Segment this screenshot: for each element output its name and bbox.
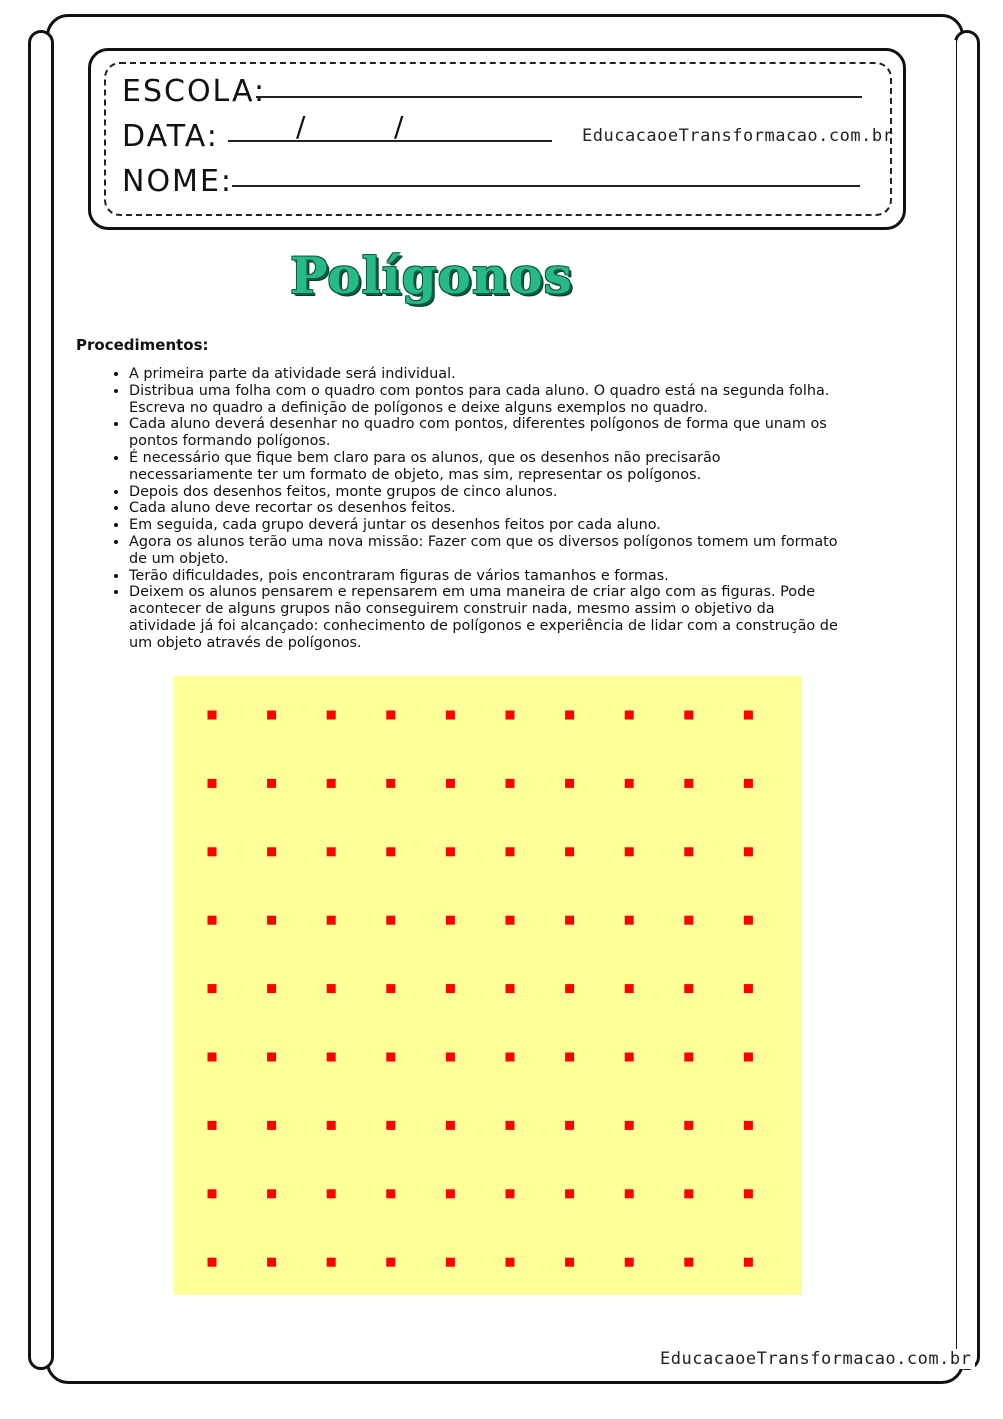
grid-dot — [625, 847, 634, 856]
grid-dot — [625, 1053, 634, 1062]
grid-dot — [506, 711, 515, 720]
grid-dot — [386, 1189, 395, 1198]
grid-dot — [386, 779, 395, 788]
date-separator-1: / — [296, 110, 306, 143]
grid-dot — [565, 916, 574, 925]
grid-dot — [386, 711, 395, 720]
procedure-item: • Depois dos desenhos feitos, monte grupos de cinco alunos. — [129, 484, 839, 501]
escola-field[interactable] — [256, 96, 862, 98]
grid-dot — [386, 916, 395, 925]
grid-dot — [744, 916, 753, 925]
grid-dot — [208, 779, 217, 788]
grid-dot — [386, 1053, 395, 1062]
grid-dot — [267, 779, 276, 788]
grid-dot — [565, 1053, 574, 1062]
grid-dot — [327, 1258, 336, 1267]
grid-dot — [684, 711, 693, 720]
grid-dot — [327, 916, 336, 925]
grid-dot — [625, 1189, 634, 1198]
grid-dot — [208, 1121, 217, 1130]
grid-dot — [565, 1258, 574, 1267]
nome-label: NOME: — [122, 164, 234, 199]
date-separator-2: / — [394, 110, 404, 143]
grid-dot — [506, 916, 515, 925]
grid-dot — [684, 1121, 693, 1130]
procedures-list — [104, 366, 839, 652]
grid-dot — [744, 779, 753, 788]
grid-dot — [506, 1053, 515, 1062]
grid-dot — [208, 1053, 217, 1062]
grid-dot — [565, 711, 574, 720]
grid-dot — [625, 1121, 634, 1130]
grid-dot — [208, 984, 217, 993]
data-field[interactable] — [228, 140, 552, 142]
grid-dot — [208, 916, 217, 925]
grid-dot — [208, 1189, 217, 1198]
grid-dot — [565, 847, 574, 856]
procedure-item: • Deixem os alunos pensarem e repensarem em uma maneira de criar algo com as figuras. Pode acontecer de alguns grupos não conseguirem construir nada, mesmo assim o objetivo da atividade já foi alcançado: conhecimento de polígonos e experiência de lidar com a construção de um objeto através de polígonos. — [129, 584, 839, 651]
grid-dot — [565, 1189, 574, 1198]
grid-dot — [625, 984, 634, 993]
grid-dot — [684, 1189, 693, 1198]
grid-dot — [625, 711, 634, 720]
footer-site-link: EducacaoeTransformacao.com.br — [656, 1349, 975, 1369]
grid-dot — [208, 711, 217, 720]
grid-dot — [327, 1053, 336, 1062]
page-frame-left-bar — [28, 30, 54, 1370]
grid-dot — [744, 1189, 753, 1198]
grid-dot — [744, 711, 753, 720]
grid-dot — [506, 779, 515, 788]
dot-grid-svg — [173, 676, 802, 1295]
grid-dot — [446, 1121, 455, 1130]
grid-dot — [386, 847, 395, 856]
grid-dot — [506, 1121, 515, 1130]
header-site-link: EducacaoeTransformacao.com.br — [582, 126, 894, 146]
grid-dot — [267, 1258, 276, 1267]
grid-dot — [565, 779, 574, 788]
grid-dot — [267, 916, 276, 925]
page-frame-right-bar — [954, 30, 980, 1370]
grid-dot — [684, 779, 693, 788]
grid-dot — [684, 847, 693, 856]
grid-dot — [208, 1258, 217, 1267]
procedure-item: • Distribua uma folha com o quadro com pontos para cada aluno. O quadro está na segunda folha. Escreva no quadro a definição de polígonos e deixe alguns exemplos no quadro. — [129, 383, 839, 417]
grid-dot — [684, 916, 693, 925]
grid-dot — [267, 1121, 276, 1130]
procedure-item: • Agora os alunos terão uma nova missão: Fazer com que os diversos polígonos tomem um formato de um objeto. — [129, 534, 839, 568]
grid-dot — [267, 1053, 276, 1062]
procedure-item: • Cada aluno deverá desenhar no quadro com pontos, diferentes polígonos de forma que unam os pontos formando polígonos. — [129, 416, 839, 450]
grid-dot — [267, 847, 276, 856]
grid-dot — [684, 1053, 693, 1062]
grid-dot — [506, 1189, 515, 1198]
grid-dot — [446, 1189, 455, 1198]
grid-dot — [386, 1258, 395, 1267]
grid-dot — [327, 1189, 336, 1198]
data-label: DATA: — [122, 119, 219, 154]
grid-dot — [386, 984, 395, 993]
grid-dot — [684, 1258, 693, 1267]
grid-dot — [446, 779, 455, 788]
grid-dot — [327, 847, 336, 856]
procedure-item: • Terão dificuldades, pois encontraram figuras de vários tamanhos e formas. — [129, 568, 839, 585]
grid-dot — [684, 984, 693, 993]
page-title: Polígonos — [290, 246, 573, 305]
grid-dot — [744, 1053, 753, 1062]
grid-dot — [625, 779, 634, 788]
grid-dot — [565, 1121, 574, 1130]
grid-dot — [744, 1258, 753, 1267]
procedure-item: • Em seguida, cada grupo deverá juntar os desenhos feitos por cada aluno. — [129, 517, 839, 534]
grid-dot — [446, 1053, 455, 1062]
grid-dot — [506, 1258, 515, 1267]
grid-dot — [506, 984, 515, 993]
grid-dot — [327, 984, 336, 993]
grid-dot — [744, 1121, 753, 1130]
grid-dot — [446, 711, 455, 720]
nome-field[interactable] — [232, 185, 860, 187]
grid-dot — [267, 984, 276, 993]
grid-dot — [625, 1258, 634, 1267]
grid-dot — [744, 847, 753, 856]
dot-grid-board — [173, 676, 802, 1295]
grid-dot — [327, 779, 336, 788]
procedure-item: • A primeira parte da atividade será individual. — [129, 366, 839, 383]
procedures-heading: Procedimentos: — [76, 336, 209, 354]
escola-label: ESCOLA: — [122, 74, 267, 109]
grid-dot — [506, 847, 515, 856]
procedure-item: • É necessário que fique bem claro para os alunos, que os desenhos não precisarão necessariamente ter um formato de objeto, mas sim, representar os polígonos. — [129, 450, 839, 484]
procedure-item: • Cada aluno deve recortar os desenhos feitos. — [129, 500, 839, 517]
grid-dot — [267, 1189, 276, 1198]
grid-dot — [446, 984, 455, 993]
grid-dot — [446, 1258, 455, 1267]
grid-dot — [327, 711, 336, 720]
grid-dot — [446, 916, 455, 925]
grid-dot — [744, 984, 753, 993]
grid-dot — [446, 847, 455, 856]
grid-dot — [386, 1121, 395, 1130]
grid-dot — [208, 847, 217, 856]
grid-dot — [565, 984, 574, 993]
grid-dot — [625, 916, 634, 925]
grid-dot — [327, 1121, 336, 1130]
grid-dot — [267, 711, 276, 720]
